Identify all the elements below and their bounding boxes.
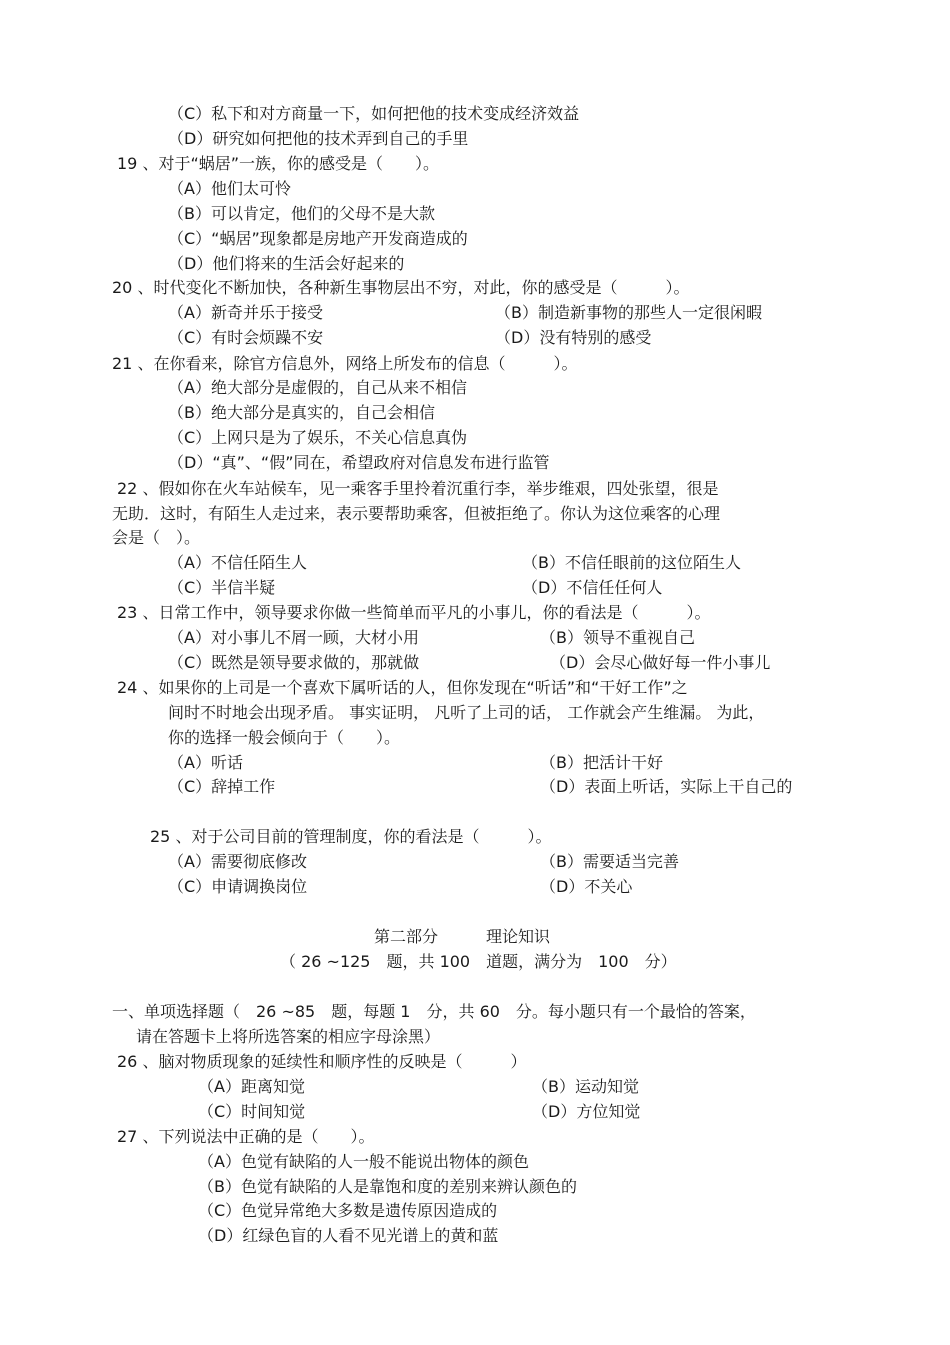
q23-option-b: （B）领导不重视自己 (540, 628, 695, 647)
q25-stem: 25 、对于公司目前的管理制度，你的看法是（ ）。 (150, 827, 552, 846)
q21-option-a: （A）绝大部分是虚假的，自己从来不相信 (168, 378, 467, 397)
q24-option-b: （B）把活计干好 (540, 753, 663, 772)
part2-subtitle: （ 26 ~125 题，共 100 道题，满分为 100 分） (280, 952, 677, 971)
q22-option-d: （D）不信任任何人 (522, 578, 663, 597)
q22-option-a: （A）不信任陌生人 (168, 553, 307, 572)
q27-option-a: （A）色觉有缺陷的人一般不能说出物体的颜色 (198, 1152, 529, 1171)
q20-option-d: （D）没有特别的感受 (495, 328, 652, 347)
q23-option-a: （A）对小事儿不屑一顾，大材小用 (168, 628, 419, 647)
q24-option-d: （D）表面上听话，实际上干自己的 (540, 777, 793, 796)
q23-option-d: （D）会尽心做好每一件小事儿 (550, 653, 771, 672)
q23-option-c: （C）既然是领导要求做的，那就做 (168, 653, 420, 672)
q21-option-c: （C）上网只是为了娱乐，不关心信息真伪 (168, 428, 468, 447)
q19-option-d: （D）他们将来的生活会好起来的 (168, 254, 405, 273)
q27-option-d: （D）红绿色盲的人看不见光谱上的黄和蓝 (198, 1226, 499, 1245)
q24-stem-line1: 24 、如果你的上司是一个喜欢下属听话的人，但你发现在“听话”和“干好工作”之 (117, 678, 688, 697)
q24-stem-line2: 间时不时地会出现矛盾。 事实证明， 凡听了上司的话， 工作就会产生维漏。 为此， (168, 703, 765, 722)
q23-stem: 23 、日常工作中，领导要求你做一些简单而平凡的小事儿，你的看法是（ ）。 (117, 603, 711, 622)
section1-instructions-line1: 一、单项选择题（ 26 ~85 题，每题 1 分，共 60 分。每小题只有一个最恰的答案， (112, 1002, 756, 1021)
q19-option-b: （B）可以肯定，他们的父母不是大款 (168, 204, 435, 223)
q26-option-d: （D）方位知觉 (532, 1102, 641, 1121)
q26-option-b: （B）运动知觉 (532, 1077, 639, 1096)
q18-option-d: （D）研究如何把他的技术弄到自己的手里 (168, 129, 469, 148)
q22-option-c: （C）半信半疑 (168, 578, 276, 597)
q21-option-d: （D）“真”、“假”同在，希望政府对信息发布进行监管 (168, 453, 550, 472)
q20-option-a: （A）新奇并乐于接受 (168, 303, 323, 322)
q18-option-c: （C）私下和对方商量一下，如何把他的技术变成经济效益 (168, 104, 580, 123)
q21-stem: 21 、在你看来，除官方信息外，网络上所发布的信息（ ）。 (112, 354, 578, 373)
q22-stem-line3: 会是（ ）。 (112, 528, 201, 547)
q19-option-a: （A）他们太可怜 (168, 179, 291, 198)
q19-stem: 19 、对于“蜗居”一族，你的感受是（ ）。 (117, 154, 440, 173)
q25-option-b: （B）需要适当完善 (540, 852, 679, 871)
q24-option-c: （C）辞掉工作 (168, 777, 276, 796)
q26-option-a: （A）距离知觉 (198, 1077, 305, 1096)
q26-option-c: （C）时间知觉 (198, 1102, 306, 1121)
q25-option-a: （A）需要彻底修改 (168, 852, 307, 871)
q22-option-b: （B）不信任眼前的这位陌生人 (522, 553, 741, 572)
part2-title: 第二部分 理论知识 (374, 927, 551, 946)
q20-option-c: （C）有时会烦躁不安 (168, 328, 324, 347)
q22-stem-line1: 22 、假如你在火车站候车，见一乘客手里拎着沉重行李，举步维艰，四处张望，很是 (117, 479, 719, 498)
q20-option-b: （B）制造新事物的那些人一定很闲暇 (495, 303, 762, 322)
q21-option-b: （B）绝大部分是真实的，自己会相信 (168, 403, 435, 422)
section1-instructions-line2: 请在答题卡上将所选答案的相应字母涂黑） (136, 1027, 441, 1046)
q22-stem-line2: 无助．这时，有陌生人走过来，表示要帮助乘客，但被拒绝了。你认为这位乘客的心理 (112, 504, 721, 523)
q26-stem: 26 、脑对物质现象的延续性和顺序性的反映是（ ） (117, 1052, 527, 1071)
q19-option-c: （C）“蜗居”现象都是房地产开发商造成的 (168, 229, 468, 248)
q24-option-a: （A）听话 (168, 753, 243, 772)
q27-option-c: （C）色觉异常绝大多数是遗传原因造成的 (198, 1201, 498, 1220)
q27-stem: 27 、下列说法中正确的是（ ）。 (117, 1127, 375, 1146)
q25-option-d: （D）不关心 (540, 877, 633, 896)
q24-stem-line3: 你的选择一般会倾向于（ ）。 (168, 728, 401, 747)
q25-option-c: （C）申请调换岗位 (168, 877, 308, 896)
q27-option-b: （B）色觉有缺陷的人是靠饱和度的差别来辨认颜色的 (198, 1177, 577, 1196)
q20-stem: 20 、时代变化不断加快，各种新生事物层出不穷，对此，你的感受是（ ）。 (112, 278, 690, 297)
